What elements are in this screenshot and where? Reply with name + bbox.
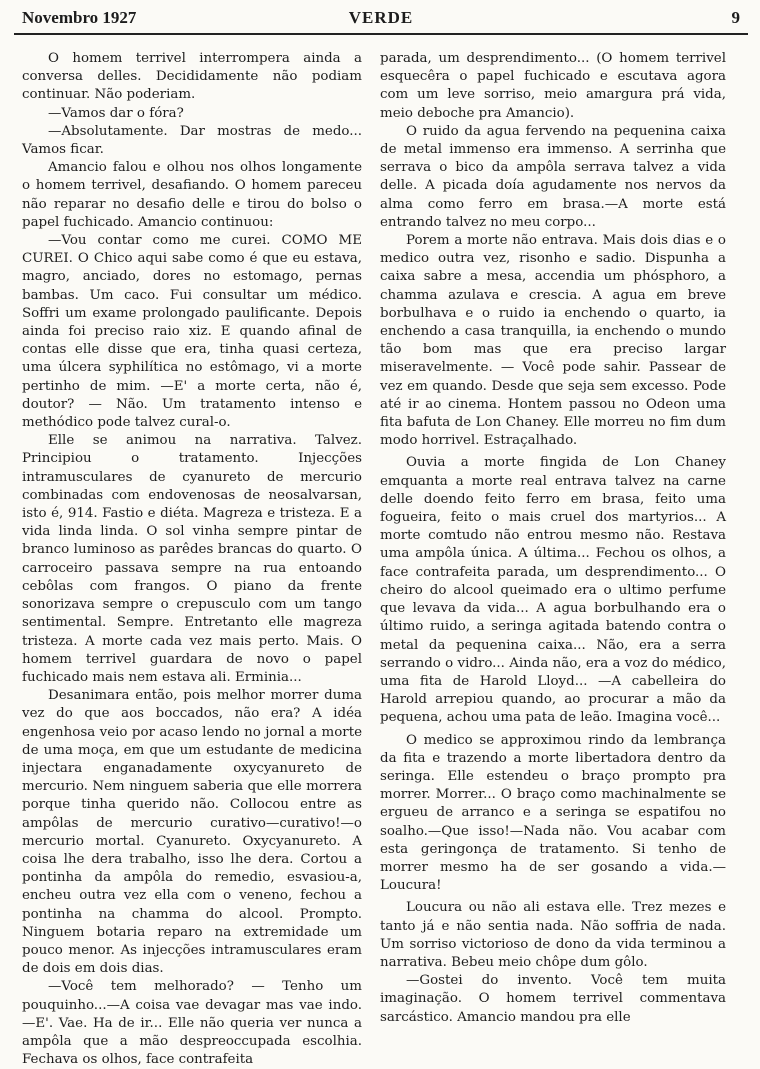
paragraph: Ouvia a morte fingida de Lon Chaney emquanta a morte real entrava talvez na carne delle doendo feito ferro em brasa, feito uma fogueira, feito o mais cruel dos martyrios... A morte comtudo não entrou mesmo não. Restava uma ampôla única. A última... Fechou os olhos, a face contrafeita parada, um desprendimento... O cheiro do alcool queimado era o ultimo perfume que levava da vida... A agua borbulhando era o último ruido, a seringa agitada batendo contra o metal da pequenina caixa... Não, era a serra serrando o vidro... Ainda não, era a voz do médico, uma fita de Harold Lloyd... —A cabelleira do Harold arrepiou quando, ao procurar a mão da pequena, achou uma pata de leão. Imagina você... [380,455,726,726]
running-header [22,4,740,32]
page-number: 9 [731,8,740,27]
paragraph: O medico se approximou rindo da lembrança da fita e trazendo a morte libertadora dentro da seringa. Elle estendeu o braço prompto pra morrer. Morrer... O braço como machinalmente se ergueu de arranco e a seringa se espatifou no soalho.—Que isso!—Nada não. Vou acabar com esta geringonça de tratamento. Si tenho de morrer mesmo ha de ser gosando a vida.—Loucura! [380,732,726,894]
issue-date: Novembro 1927 [22,8,137,27]
paragraph: O ruido da agua fervendo na pequenina caixa de metal immenso era immenso. A serrinha que serrava o bico da ampôla serrava talvez a vida delle. A picada doía agudamente nos nervos da alma como ferro em brasa.—A morte está entrando talvez no meu corpo... [380,123,726,230]
paragraph: Desanimara então, pois melhor morrer duma vez do que aos boccados, não era? A idéa engenhosa veio por acaso lendo no jornal a morte de uma moça, em que um estudante de medicina injectara enganadamente oxycyanureto de mercurio. Nem ninguem saberia que elle morrera porque tinha querido não. Collocou entre as ampôlas de mercurio curativo—curativo!—o mercurio mortal. Cyanureto. Oxycyanureto. A coisa lhe dera trabalho, isso lhe dera. Cortou a pontinha da ampôla do remedio, esvasiou-a, encheu outra vez ella com o veneno, fechou a pontinha na chamma do alcool. Prompto. Ninguem botaria reparo na extremidade um pouco menor. As injecções intramusculares eram de dois em dois dias. [22,688,362,977]
paragraph: Porem a morte não entrava. Mais dois dias e o medico outra vez, risonho e sadio. Dispunha a caixa sabre a mesa, accendia um phósphoro, a chamma azulava e crescia. A agua em breve borbulhava e o ruido ia enchendo o quarto, ia enchendo a casa tranquilla, ia enchendo o mundo tão bom mas que era preciso largar miseravelmente. — Você pode sahir. Passear de vez em quando. Desde que seja sem excesso. Pode até ir ao cinema. Hontem passou no Odeon uma fita bafuta de Lon Chaney. Elle morreu no fim dum modo horrivel. Estraçalhado. [380,233,726,449]
paragraph: Elle se animou na narrativa. Talvez. Principiou o tratamento. Injecções intramusculares de cyanureto de mercurio combinadas com endovenosas de neosalvarsan, isto é, 914. Fastio e diéta. Magreza e tristeza. E a vida linda linda. O sol vinha sempre pintar de branco luminoso as parêdes brancas do quarto. O carroceiro passava sempre na rua entoando cebôlas com frangos. O piano da frente sonorizava sempre o crepusculo com um tango sentimental. Sempre. Entretanto elle magreza tristeza. A morte cada vez mais perto. Mais. O homem terrivel guardara de novo o papel fuchicado mais nem estava ali. Erminia... [22,433,362,685]
magazine-title: VERDE [348,8,414,27]
paragraph: —Absolutamente. Dar mostras de medo... Vamos ficar. [22,123,362,158]
left-column [22,50,362,1068]
paragraph: —Vamos dar o fóra? [48,105,184,121]
paragraph: O homem terrivel interrompera ainda a conversa delles. Decididamente não podiam continuar. Não poderiam. [22,51,362,103]
paragraph: Loucura ou não ali estava elle. Trez mezes e tanto já e não sentia nada. Não soffria de nada. Um sorriso victorioso de dono da vida terminou a narrativa. Bebeu meio chôpe dum gôlo. [380,900,726,970]
paragraph: Amancio falou e olhou nos olhos longamente o homem terrivel, desafiando. O homem pareceu não reparar no desafio delle e tirou do bolso o papel fuchicado. Amancio continuou: [22,160,362,230]
paragraph: —Gostei do invento. Você tem muita imaginação. O homem terrivel commentava sarcástico. Amancio mandou pra elle [380,973,726,1025]
paragraph: —Você tem melhorado? — Tenho um pouquinho...—A coisa vae devagar mas vae indo.—E'. Vae. Ha de ir... Elle não queria ver nunca a ampôla que a mão despreoccupada escolhia. Fechava os olhos, face contrafeita [22,979,362,1068]
paragraph: —Vou contar como me curei. COMO ME CUREI. O Chico aqui sabe como é que eu estava, magro, anciado, dores no estomago, pernas bambas. Um caco. Fui consultar um médico. Soffri um exame prolongado paulificante. Depois ainda foi preciso raio xiz. E quando afinal de contas elle disse que era, tinha quasi certeza, uma úlcera syphilítica no estômago, vi a morte pertinho de mim. —E' a morte certa, não é, doutor? — Não. Um tratamento intenso e methódico pode talvez cural-o. [22,233,362,431]
paragraph: parada, um desprendimento... (O homem terrivel esquecêra o papel fuchicado e escutava agora com um leve sorriso, meio amargura prá vida, meio deboche pra Amancio). [380,51,726,121]
header-rule [14,33,748,35]
right-column [380,50,726,1035]
